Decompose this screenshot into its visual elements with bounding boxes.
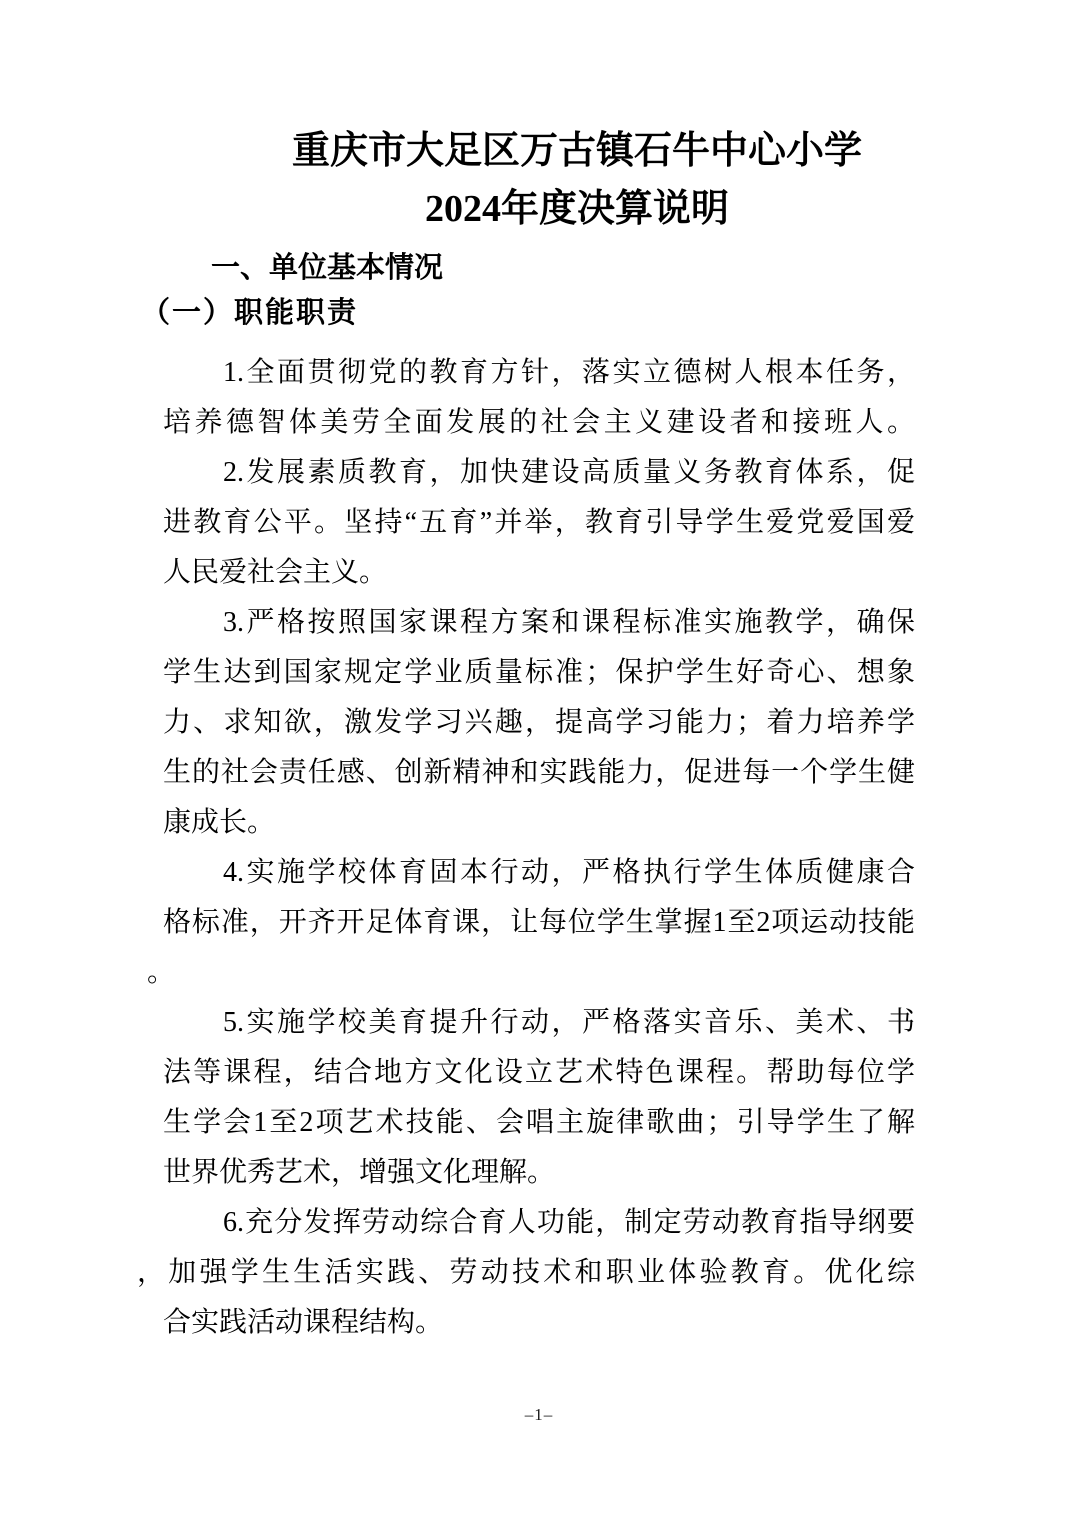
text-line: 进教育公平。坚持“五育”并举，教育引导学生爱党爱国爱 — [163, 507, 915, 538]
text-line: 人民爱社会主义。 — [163, 557, 388, 588]
section-heading: 一、单位基本情况 — [211, 252, 444, 284]
text-line: 格标准，开齐开足体育课，让每位学生掌握1至2项运动技能 — [163, 907, 915, 938]
body-text — [137, 348, 915, 1348]
text-line: 1.全面贯彻党的教育方针，落实立德树人根本任务， — [223, 357, 915, 388]
document-title — [239, 122, 915, 238]
document-title-line-1: 重庆市大足区万古镇石牛中心小学 — [291, 130, 862, 172]
paragraph-4 — [147, 848, 915, 998]
text-line: 5.实施学校美育提升行动，严格落实音乐、美术、书 — [223, 1007, 915, 1038]
text-line: 世界优秀艺术，增强文化理解。 — [163, 1157, 556, 1188]
text-line: 学生达到国家规定学业质量标准；保护学生好奇心、想象 — [163, 657, 915, 688]
text-line: 康成长。 — [163, 807, 276, 838]
text-line: 生学会1至2项艺术技能、会唱主旋律歌曲；引导学生了解 — [163, 1107, 915, 1138]
text-line: 6.充分发挥劳动综合育人功能，制定劳动教育指导纲要 — [223, 1207, 915, 1238]
page-number: –1– — [524, 1405, 554, 1424]
text-line: 生的社会责任感、创新精神和实践能力，促进每一个学生健 — [163, 757, 915, 788]
subsection-heading: （一）职能职责 — [141, 297, 359, 329]
paragraph-1 — [163, 348, 915, 448]
text-line: 2.发展素质教育，加快建设高质量义务教育体系，促 — [223, 457, 915, 488]
text-line: 培养德智体美劳全面发展的社会主义建设者和接班人。 — [163, 407, 915, 438]
text-line: 4.实施学校体育固本行动，严格执行学生体质健康合 — [223, 857, 915, 888]
text-line: ，加强学生生活实践、劳动技术和职业体验教育。优化综 — [137, 1257, 915, 1288]
paragraph-3 — [163, 598, 915, 848]
paragraph-5 — [163, 998, 915, 1198]
paragraph-6 — [137, 1198, 915, 1348]
document-title-line-2: 2024年度决算说明 — [424, 188, 729, 230]
text-line: 。 — [147, 957, 176, 988]
text-line: 3.严格按照国家课程方案和课程标准实施教学，确保 — [223, 607, 915, 638]
text-line: 法等课程，结合地方文化设立艺术特色课程。帮助每位学 — [163, 1057, 915, 1088]
paragraph-2 — [163, 448, 915, 598]
text-line: 合实践活动课程结构。 — [163, 1307, 444, 1338]
text-line: 力、求知欲，激发学习兴趣，提高学习能力；着力培养学 — [163, 707, 915, 738]
